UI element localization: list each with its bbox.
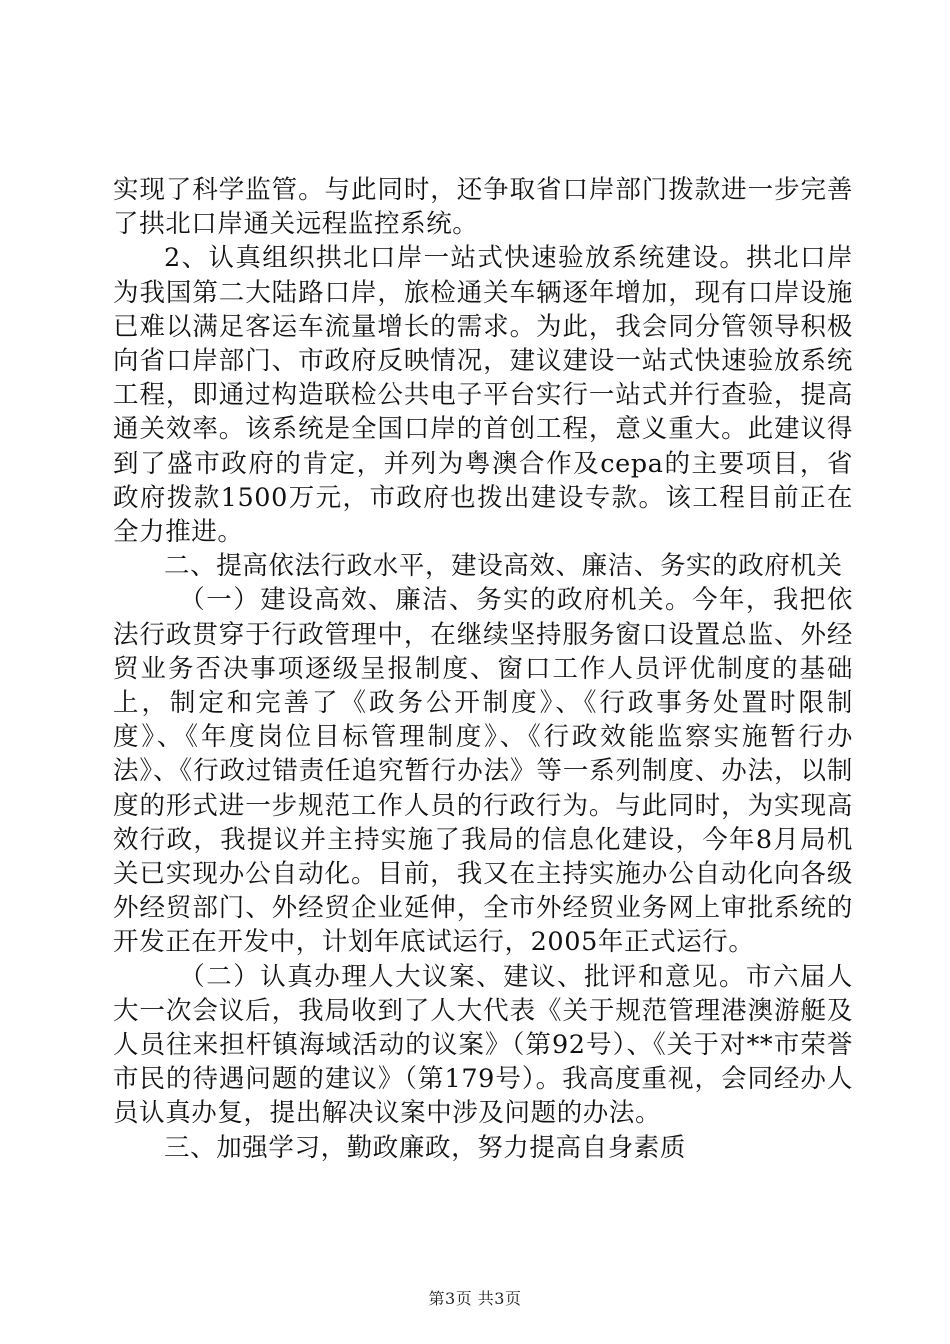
paragraph: 实现了科学监管。与此同时，还争取省口岸部门拨款进一步完善了拱北口岸通关远程监控系统。: [113, 175, 853, 240]
paragraph: （一）建设高效、廉洁、务实的政府机关。今年，我把依法行政贯穿于行政管理中，在继续坚持服务窗口设置总监、外经贸业务否决事项逐级呈报制度、窗口工作人员评优制度的基础上，制定和完善了《政务公开制度》、《行政事务处置时限制度》、《年度岗位目标管理制度》、《行政效能监察实施暂行办法》、《行政过错责任追究暂行办法》等一系列制度、办法，以制度的形式进一步规范工作人员的行政行为。与此同时，为实现高效行政，我提议并主持实施了我局的信息化建设，今年8月局机关已实现办公自动化。目前，我又在主持实施办公自动化向各级外经贸部门、外经贸企业延伸，全市外经贸业务网上审批系统的开发正在开发中，计划年底试运行，2005年正式运行。: [113, 585, 853, 958]
section-heading: 二、提高依法行政水平，建设高效、廉洁、务实的政府机关: [164, 551, 843, 582]
document-body: [113, 173, 853, 1165]
paragraph: （二）认真办理人大议案、建议、批评和意见。市六届人大一次会议后，我局收到了人大代表《关于规范管理港澳游艇及人员往来担杆镇海域活动的议案》（第92号）、《关于对**市荣誉市民的待遇问题的建议》（第179号）。我高度重视，会同经办人员认真办复，提出解决议案中涉及问题的办法。: [113, 961, 853, 1129]
paragraph: 2、认真组织拱北口岸一站式快速验放系统建设。拱北口岸为我国第二大陆路口岸，旅检通关车辆逐年增加，现有口岸设施已难以满足客运车流量增长的需求。为此，我会同分管领导积极向省口岸部门、市政府反映情况，建议建设一站式快速验放系统工程，即通过构造联检公共电子平台实行一站式并行查验，提高通关效率。该系统是全国口岸的首创工程，意义重大。此建议得到了盛市政府的肯定，并列为粤澳合作及cepa的主要项目，省政府拨款1500万元，市政府也拨出建设专款。该工程目前正在全力推进。: [113, 243, 853, 548]
section-heading: 三、加强学习，勤政廉政，努力提高自身素质: [164, 1132, 687, 1163]
page-footer: 第3页 共3页: [428, 1289, 522, 1308]
